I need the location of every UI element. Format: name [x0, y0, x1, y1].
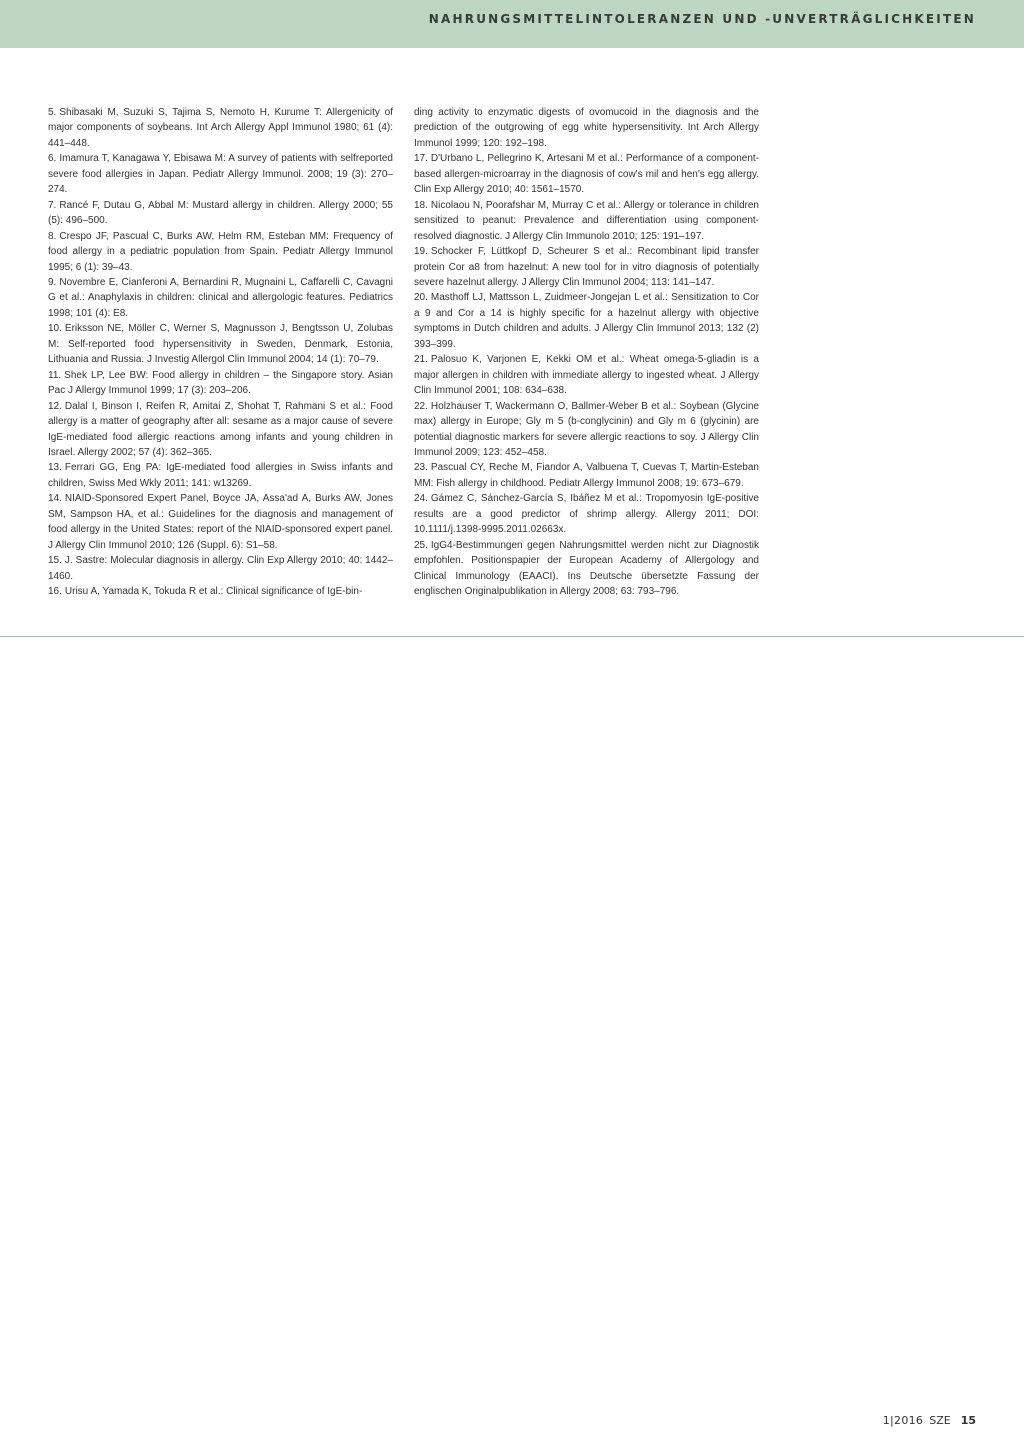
- reference-number: 11.: [48, 369, 62, 381]
- reference-number: 5.: [48, 107, 57, 118]
- reference-item: [48, 321, 393, 367]
- reference-text: Gámez C, Sánchez-García S, Ibáñez M et al.: Tropomyosin IgE-positive results are a good predictor of shrimp allergy. Allergy 2011; DOI: 10.1111/j.1398-9995.2011.02663x.: [414, 493, 759, 536]
- reference-text: Novembre E, Cianferoni A, Bernardini R, Mugnaini L, Caffarelli C, Cavagni G et al.: Anaphylaxis in children: clinical and allergologic features. Pediatrics 1998; 101 (4): E8.: [48, 276, 393, 319]
- section-title: NAHRUNGSMITTELINTOLERANZEN UND -UNVERTRÄGLICHKEITEN: [428, 12, 976, 26]
- reference-text: Holzhauser T, Wackermann O, Ballmer-Weber B et al.: Soybean (Glycine max) allergy in Europe; Gly m 5 (b-conglycinin) and Gly m 6 (glycinin) are potential diagnostic markers for severe allergic reactions to soy. J Allergy Clin Immunol 2009; 123: 452–458.: [414, 400, 759, 458]
- page-footer: [883, 1414, 976, 1427]
- reference-item: [414, 460, 759, 491]
- reference-text: Nicolaou N, Poorafshar M, Murray C et al.: Allergy or tolerance in children sensitized to peanut: Prevalence and differentiation using component-resolved diagnostic. J Allergy Clin Immunolo 2010; 125: 191–197.: [414, 199, 759, 242]
- reference-text: Palosuo K, Varjonen E, Kekki OM et al.: Wheat omega-5-gliadin is a major allergen in children with immediate allergy to ingested wheat. J Allergy Clin Immunol 2001; 108: 634–638.: [414, 354, 759, 397]
- reference-number: 22.: [414, 400, 428, 412]
- reference-item: [414, 198, 759, 244]
- reference-number: 12.: [48, 400, 62, 412]
- reference-text: Urisu A, Yamada K, Tokuda R et al.: Clinical significance of IgE-bin-: [64, 586, 363, 598]
- reference-number: 16.: [48, 586, 62, 598]
- reference-item: [414, 290, 759, 352]
- reference-number: 8.: [48, 230, 57, 242]
- reference-item: [48, 491, 393, 553]
- reference-text: D'Urbano L, Pellegrino K, Artesani M et al.: Performance of a component-based allergen-microarray in the diagnosis of cow's mil and hen's egg allergy. Clin Exp Allergy 2010; 40: 1561–1570.: [414, 153, 759, 196]
- reference-item: [48, 553, 393, 584]
- reference-text: J. Sastre: Molecular diagnosis in allergy. Clin Exp Allergy 2010; 40: 1442–1460.: [48, 555, 393, 582]
- reference-number: 19.: [414, 246, 428, 258]
- reference-number: 7.: [48, 199, 57, 211]
- reference-item: [48, 460, 393, 491]
- reference-text: Eriksson NE, Möller C, Werner S, Magnusson J, Bengtsson U, Zolubas M: Self-reported food hypersensitivity in Sweden, Denmark, Estonia, Lithuania and Russia. J Investig Allergol Clin Immunol 2004; 14 (1): 70–79.: [48, 323, 393, 366]
- reference-number: 17.: [414, 153, 428, 165]
- reference-text: Pascual CY, Reche M, Fiandor A, Valbuena T, Cuevas T, Martin-Esteban MM: Fish allergy in childhood. Pediatr Allergy Immunol 2008; 19: 673–679.: [414, 462, 759, 489]
- reference-item: [48, 399, 393, 461]
- reference-text: Ferrari GG, Eng PA: IgE-mediated food allergies in Swiss infants and children, Swiss Med Wkly 2011; 141: w13269.: [48, 462, 393, 489]
- header-band: [0, 0, 1024, 48]
- reference-item: [48, 229, 393, 275]
- reference-text: NIAID-Sponsored Expert Panel, Boyce JA, Assa'ad A, Burks AW, Jones SM, Sampson HA, et al.: Guidelines for the diagnosis and management of food allergy in the United States: report of the NIAID-sponsored expert panel. J Allergy Clin Immunol 2010; 126 (Suppl. 6): S1–58.: [48, 493, 393, 551]
- reference-number: 21.: [414, 354, 428, 366]
- reference-number: 23.: [414, 462, 428, 474]
- reference-item: [414, 399, 759, 461]
- reference-number: 25.: [414, 539, 428, 551]
- reference-text: IgG4-Bestimmungen gegen Nahrungsmittel werden nicht zur Diagnostik empfohlen. Positionspapier der European Academy of Allergology and Clinical Immunology (EAACI). Ins Deutsche übersetzte Fassung der englischen Originalpublikation in Allergy 2008; 63: 793–796.: [414, 539, 759, 598]
- references-column-right: [414, 105, 759, 600]
- page-number: 15: [960, 1414, 976, 1427]
- reference-number: 15.: [48, 555, 62, 567]
- reference-item: [48, 105, 393, 151]
- reference-item: [48, 368, 393, 399]
- reference-text: Shibasaki M, Suzuki S, Tajima S, Nemoto H, Kurume T: Allergenicity of major components of soybeans. Int Arch Allergy Appl Immunol 1980; 61 (4): 441–448.: [48, 107, 393, 149]
- reference-number: 9.: [48, 276, 57, 288]
- reference-text: Dalal I, Binson I, Reifen R, Amitai Z, Shohat T, Rahmani S et al.: Food allergy is a matter of geography after all: sesame as a major cause of severe IgE-mediated food allergic reactions among infants and young children in Israel. Allergy 2002; 57 (4): 362–365.: [48, 400, 393, 458]
- reference-item: [48, 584, 393, 599]
- reference-item: [414, 491, 759, 537]
- issue-number: 1|2016: [882, 1414, 924, 1427]
- section-divider: [0, 636, 1024, 637]
- reference-number: 24.: [414, 493, 428, 505]
- reference-number: 18.: [414, 199, 428, 211]
- reference-number: 20.: [414, 292, 428, 304]
- reference-text: Rancé F, Dutau G, Abbal M: Mustard allergy in children. Allergy 2000; 55 (5): 496–500.: [48, 199, 393, 227]
- reference-item: [414, 244, 759, 290]
- reference-text: Shek LP, Lee BW: Food allergy in children – the Singapore story. Asian Pac J Allergy Immunol 1999; 17 (3): 203–206.: [48, 369, 393, 397]
- reference-item: [48, 151, 393, 197]
- reference-number: 13.: [48, 462, 62, 474]
- reference-number: 14.: [48, 493, 62, 505]
- reference-number: 6.: [48, 153, 57, 165]
- reference-continuation: ding activity to enzymatic digests of ovomucoid in the diagnosis and the prediction of the outgrowing of egg white hypersensitivity. Int Arch Allergy Immunol 1999; 120: 192–198.: [414, 107, 759, 149]
- reference-item: [48, 198, 393, 229]
- reference-text: Schocker F, Lüttkopf D, Scheurer S et al.: Recombinant lipid transfer protein Cor a8 from hazelnut: A new tool for in vitro diagnosis of potentially severe hazelnut allergy. J Allergy Clin Immunol 2004; 113: 141–147.: [414, 246, 759, 288]
- journal-name: SZE: [929, 1414, 951, 1427]
- reference-text: Crespo JF, Pascual C, Burks AW, Helm RM, Esteban MM: Frequency of food allergy in a pediatric population from Spain. Pediatr Allergy Immunol 1995; 6 (1): 39–43.: [48, 230, 393, 273]
- reference-number: 10.: [48, 323, 62, 335]
- reference-item: [414, 352, 759, 398]
- reference-text: Masthoff LJ, Mattsson L, Zuidmeer-Jongejan L et al.: Sensitization to Cor a 9 and Cor a 14 is highly specific for a hazelnut allergy with objective symptoms in Dutch children and adults. J Allergy Clin Immunol 2013; 132 (2) 393–399.: [414, 292, 759, 350]
- reference-item: [414, 151, 759, 197]
- reference-item: [48, 275, 393, 321]
- reference-text: Imamura T, Kanagawa Y, Ebisawa M: A survey of patients with selfreported severe food allergies in Japan. Pediatr Allergy Immunol. 2008; 19 (3): 270–274.: [48, 153, 393, 196]
- reference-item: [414, 538, 759, 600]
- references-column-left: [48, 105, 393, 600]
